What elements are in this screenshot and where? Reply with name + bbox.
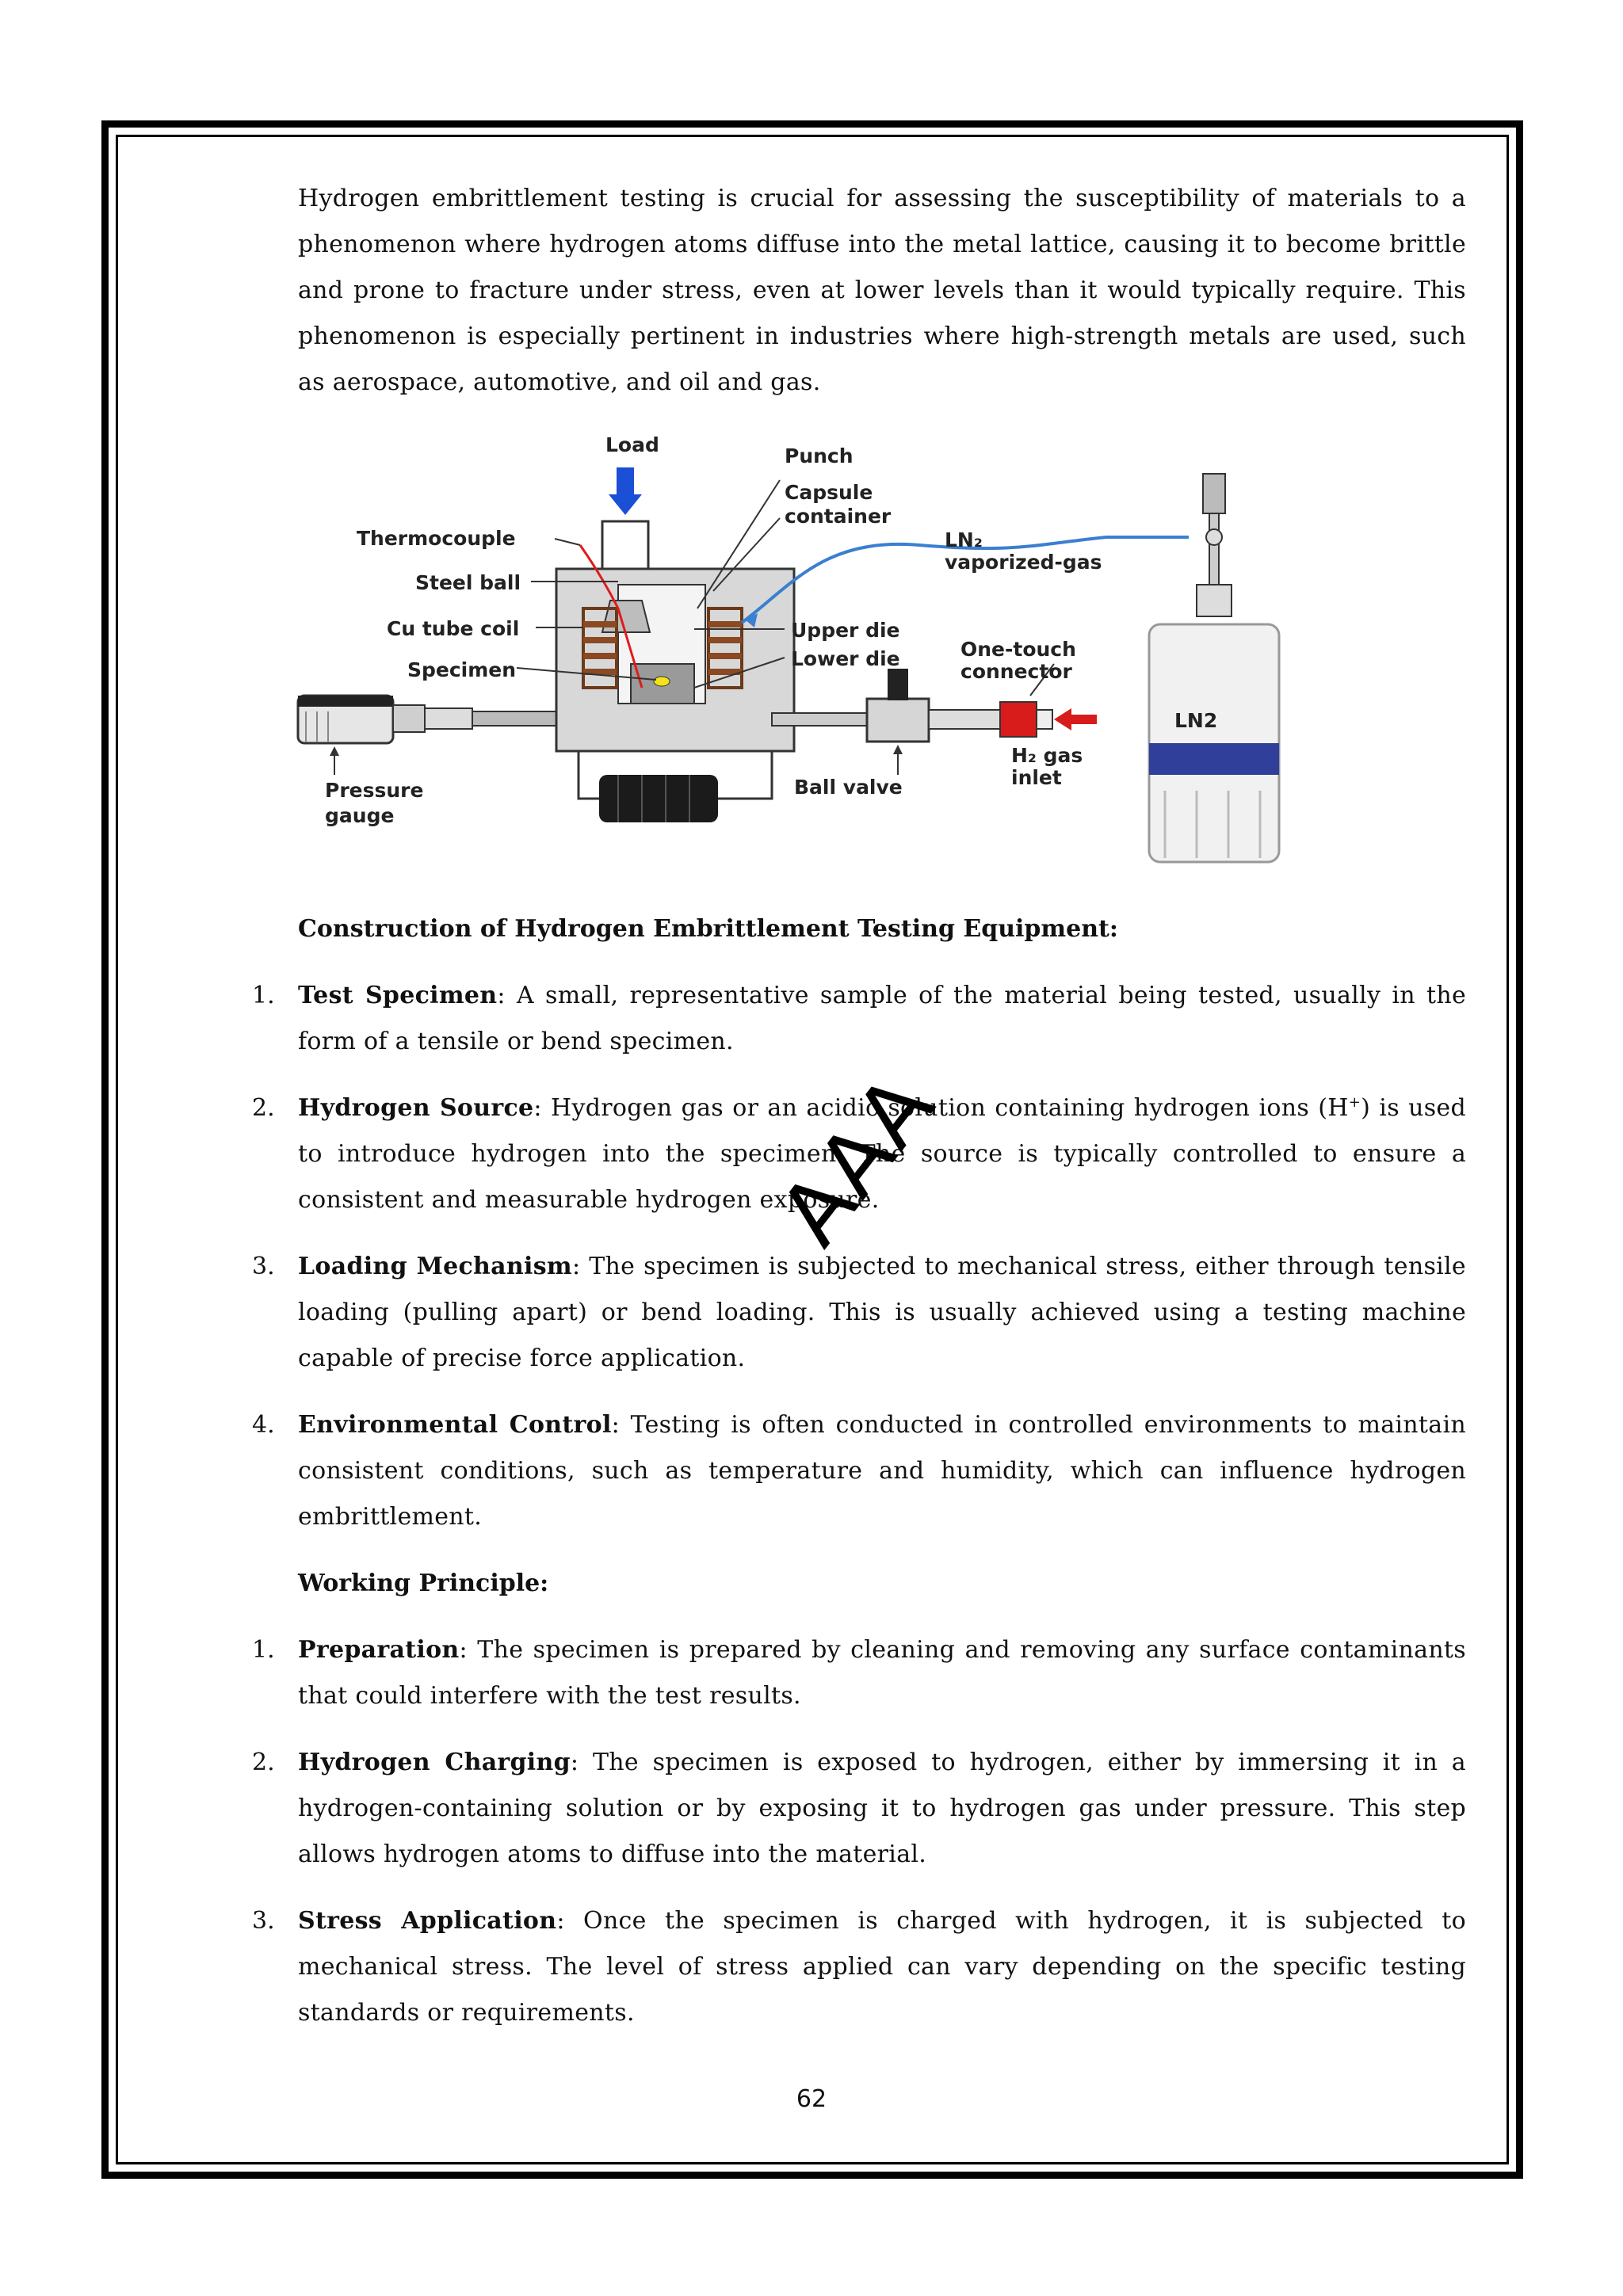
h2-inlet-arrow-icon bbox=[1054, 708, 1097, 730]
label-pressure-2: gauge bbox=[325, 804, 395, 827]
label-h2-inlet-1: H₂ gas bbox=[1011, 744, 1083, 767]
ln2-dewar-icon bbox=[1149, 474, 1279, 862]
list-item: 3. Stress Application: Once the specimen is charged with hydrogen, it is subjected to mechanical stress. The level of stress applied can vary depending on the specific testing standards or requirements. bbox=[252, 1907, 1466, 2027]
list-item: 2. Hydrogen Source: Hydrogen gas or an acidic solution containing hydrogen ions (H+) is used to introduce hydrogen into the specimen. The source is typically controlled to ensure a consistent and measurable hydrogen exposure. bbox=[252, 1094, 1466, 1214]
label-cu-tube-coil: Cu tube coil bbox=[387, 617, 520, 640]
list-item: 4. Environmental Control: Testing is often conducted in controlled environments to maintain consistent conditions, such as temperature and humidity, which can influence hydrogen embrittlement. bbox=[252, 1411, 1466, 1531]
label-ball-valve: Ball valve bbox=[794, 776, 903, 799]
label-lower-die: Lower die bbox=[791, 647, 900, 670]
working-principle-list bbox=[252, 1627, 1466, 2036]
working-principle-heading: Working Principle: bbox=[298, 1569, 549, 1597]
watermark: AAA bbox=[760, 1056, 953, 1264]
label-punch: Punch bbox=[785, 444, 854, 467]
list-item: 2. Hydrogen Charging: The specimen is exposed to hydrogen, either by immersing it in a hydrogen-containing solution or by exposing it to hydrogen gas under pressure. This step allows hydrogen atoms to diffuse into the material. bbox=[252, 1749, 1466, 1868]
page-content bbox=[252, 176, 1467, 2036]
apparatus-diagram bbox=[269, 426, 1506, 870]
list-item: 3. Loading Mechanism: The specimen is subjected to mechanical stress, either through tensile loading (pulling apart) or bend loading. This is usually achieved using a testing machine capable of precise force application. bbox=[252, 1253, 1466, 1372]
load-arrow-icon bbox=[609, 467, 642, 515]
construction-heading: Construction of Hydrogen Embrittlement Testing Equipment: bbox=[298, 915, 1118, 943]
label-upper-die: Upper die bbox=[791, 619, 900, 642]
label-capsule-2: container bbox=[785, 505, 892, 528]
apparatus-figure bbox=[298, 426, 1466, 870]
label-steel-ball: Steel ball bbox=[415, 571, 521, 594]
ball-valve-icon bbox=[867, 669, 929, 775]
label-one-touch-2: connector bbox=[960, 660, 1072, 683]
label-pressure-1: Pressure bbox=[325, 779, 424, 802]
label-one-touch-1: One-touch bbox=[960, 638, 1076, 661]
label-load: Load bbox=[605, 433, 659, 456]
construction-list bbox=[252, 973, 1467, 1540]
label-thermocouple: Thermocouple bbox=[357, 527, 516, 550]
list-item: 1. Test Specimen: A small, representative sample of the material being tested, usually in the form of a tensile or bend specimen. bbox=[252, 982, 1467, 1055]
label-ln2-vapor-2: vaporized-gas bbox=[945, 551, 1102, 574]
label-capsule-1: Capsule bbox=[785, 481, 873, 504]
one-touch-connector-icon bbox=[1000, 702, 1052, 737]
intro-paragraph: Hydrogen embrittlement testing is crucial for assessing the susceptibility of materials to a phenomenon where hydrogen atoms diffuse into the metal lattice, causing it to become brittle and prone to fracture under stress, even at lower levels than it would typically require. This phenomenon is especially pertinent in industries where high-strength metals are used, such as aerospace, automotive, and oil and gas. bbox=[298, 185, 1466, 396]
label-h2-inlet-2: inlet bbox=[1011, 766, 1062, 789]
label-ln2-tank: LN2 bbox=[1174, 709, 1218, 732]
page-number: 62 bbox=[796, 2085, 827, 2113]
label-specimen: Specimen bbox=[407, 658, 517, 681]
label-ln2-vapor-1: LN₂ bbox=[945, 528, 983, 551]
list-item: 1. Preparation: The specimen is prepared by cleaning and removing any surface contaminants that could interfere with the test results. bbox=[252, 1636, 1466, 1710]
